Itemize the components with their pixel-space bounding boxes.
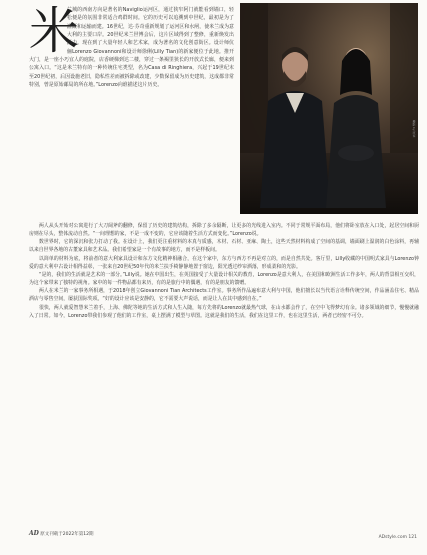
drop-cap: 米 — [29, 6, 80, 60]
photo-credit: 摄影 by 原本 — [412, 120, 416, 138]
site-url[interactable]: ADstyle.com — [378, 535, 407, 540]
footer-brand — [29, 530, 93, 537]
portrait-illustration — [240, 3, 418, 214]
intro-text: 兰城的西南方向是著名的Naviglio运河区，通过狭窄阿门就能看到墙口，轻松便是的氛围非常适合鸡群时间。它的历史可以追溯到中世纪，最初是为了灌溉和运输而建。16世纪，达·芬奇重新规划了运河区和水闸，使米兰成为意大利的主要口岸。20世纪米兰世博会后，这片区域得到了整修，重新焕发出活力。现在到了大量年轻人和艺术家，成为著名的文化创意街区。设计师伉俪Lorenzo Giovannoni和设计师徐俐(Lilly Tian)的新家便位于此地。推开大门，是一座小巧宜人的庭院，店香硬梯到达二楼，穿过一条褐里狭长的开放式长廊，便来到公寓入口。“这是米兰特有的一种传统住宅类型，名为Casa di Ringhiera，兴起于19世纪末至20世纪初，后因设施老旧，隐私性差而被拆除或改建，少数保留成为历史建筑，这成都非常特别，曾是原始邮局的所在地。”Lorenzo向谁描述这片历史。 — [29, 7, 234, 89]
paragraph: 数世界时，它的深沉和张力打动了我。在设计上，我们更注重材料的本真与质感，木材、石材、亚麻、陶土，这些天然材料构成了空间的基调，墙面刷上温润的白色涂料，再辅以来自世界各地的古董家具和艺术品。我们希望家是一个有故事的地方，而不是样板间。 — [29, 239, 419, 254]
footer-site — [379, 535, 417, 540]
brand-logo: AD — [29, 530, 39, 537]
paragraph: 以简单的材料为底，将前者的意大利家具设计和东方文化精神相融合，在这个家中，东方与西方不再是对立的，而是自然共处。客厅里，Lilly收藏的中国明式家具与Lorenzo钟爱的意大利中古设计相得益彰，一张来自20世纪50年代的米兰扶手椅静静地置于窗边，阳光透过纱帘洒落，形成柔和的光影。 — [29, 255, 419, 270]
page-number: 121 — [408, 535, 417, 540]
issue-note: 原文刊载于2022年第12期 — [40, 532, 94, 537]
paragraph: 很快，两人就爱智慧米兰着手，上海、佛陀等地的生活方式和人生入随，每方先将的Lorenzo就最热气球，在山水都会作了，在空中飞得梦幻有余。诸多领域的细节，慢慢就融入了日常。如今，Lorenzo带我们参观了他们的工作室，桌上摆满了模型与草图。这就是我们的生活，我们在这里工作，也在这里生活，两者已经密不可分。 — [29, 304, 419, 319]
paragraph: 两人在米兰的一家事务所相遇，于2018年创立Giovannoni Tian Architects工作室。事务所作品遍布意大利与中国，他们擅长以当代语言诠释传统空间，作品涵盖住宅、精品酒店与零售空间，屡获国际奖项。“好的设计应该是安静的，它不需要大声说话，而是让人在其中感到自在。” — [29, 288, 419, 303]
paragraph: “是的，我们的生活就是艺术的一部分。”Lilly说。她在中国出生，在英国接受了大量设计相关的教育，Lorenzo是意大利人，在美国和欧洲生活工作多年，两人的背景相互交织，为这个家带来了独特的视角。家中的每一件物品都有来历，有的是旅行中的偶遇，有的是朋友的馈赠。 — [29, 271, 419, 287]
portrait-photo — [240, 3, 418, 214]
paragraph: 两人从头开始对公寓进行了大刀阔斧的翻修，保留了历史的建筑结构，拆除了多余隔断，让更多的光线进入室内。不同于常规平面布局，他们将卧室放在入口处，起居空间和厨房则在尽头，整体流动自然。“一间理想的家，不是一成不变的，它应该随着生活方式而变化。”Lorenzo说。 — [29, 223, 419, 238]
article-body — [29, 222, 419, 522]
intro-column — [29, 6, 234, 219]
